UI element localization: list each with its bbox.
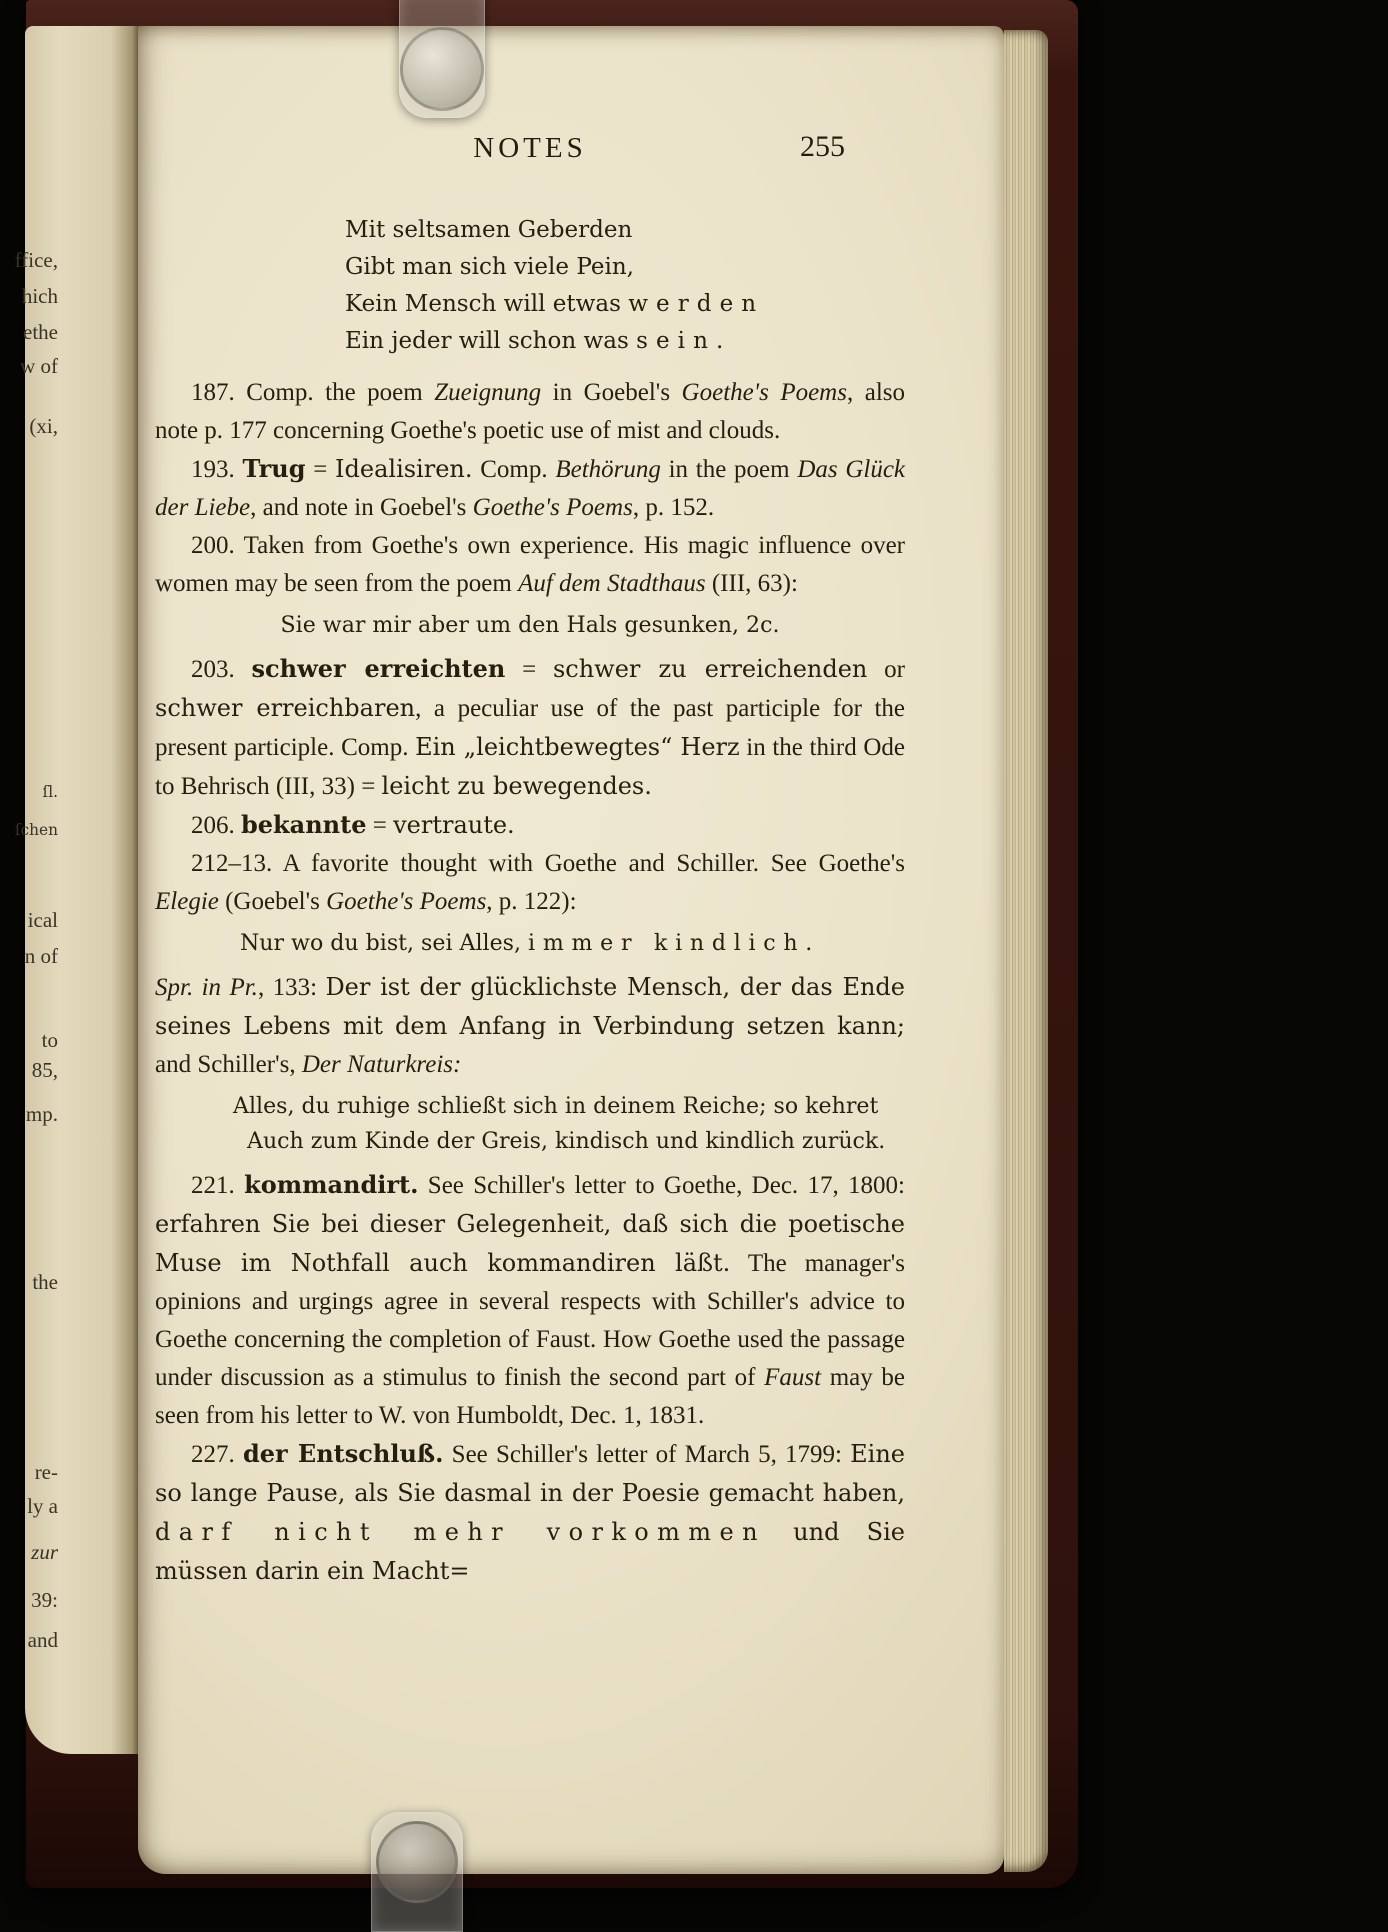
margin-text-fragment: to [41, 1028, 58, 1052]
text-run: werden [628, 291, 765, 317]
text-run: = [305, 456, 336, 483]
note-paragraph [155, 968, 905, 1084]
page-title: NOTES [473, 132, 587, 164]
text-run: bekannte [241, 810, 367, 839]
quote-block [233, 1089, 905, 1159]
text-run: Goethe's Poems [326, 888, 487, 915]
margin-text-fragment: ſchen [14, 821, 58, 839]
text-run: Idealisiren. [335, 455, 473, 483]
text-run: 227. [191, 1441, 243, 1468]
text-run: Elegie [155, 888, 219, 915]
text-run: in Goebel's [541, 379, 682, 406]
text-run: may be seen from his letter to W. von Humboldt, Dec. 1, 1831. [155, 1364, 905, 1429]
text-run: , p. 122): [486, 888, 577, 915]
text-run: Trug [242, 454, 306, 483]
text-run: Comp. [472, 456, 556, 483]
text-run: der Entschluß. [242, 1439, 444, 1468]
quote-block [155, 608, 905, 643]
text-run: schwer erreichbaren [155, 694, 416, 722]
text-run: 187. Comp. the poem [191, 379, 435, 406]
quote-line [233, 1124, 905, 1159]
text-run: Der ist der glücklichste Mensch, der das Ende seines Lebens mit dem Anfang in Verbindung setzen kann; [155, 973, 906, 1040]
note-paragraph [155, 1166, 905, 1435]
margin-text-fragment: ffice, [14, 248, 58, 272]
running-head [155, 132, 905, 178]
text-run: Bethörung [555, 456, 661, 483]
margin-text-fragment: ſl. [42, 783, 58, 801]
verse-line [345, 323, 905, 360]
text-run: sein. [636, 328, 732, 354]
note-paragraph [155, 650, 905, 806]
note-paragraph [155, 845, 905, 921]
margin-text-fragment: 85, [31, 1058, 58, 1082]
text-run: Gibt man sich viele Pein, [345, 254, 634, 280]
text-run: Kein Mensch will etwas [345, 291, 629, 317]
quote-block [155, 926, 905, 961]
text-run: Alles, du ruhige schließt sich in deinem Reiche; so kehret [233, 1094, 879, 1119]
text-run: and Schiller's, [155, 1051, 302, 1078]
text-run: Mit seltsamen Geberden [345, 217, 633, 243]
text-run: 221. [191, 1172, 245, 1199]
page-holder-clip-bottom [371, 1812, 463, 1932]
text-run: See Schiller's letter of March 5, 1799: [443, 1441, 851, 1468]
margin-text-fragment: re- [34, 1460, 58, 1484]
text-run: , p. 152. [632, 494, 715, 521]
clip-disc-top [400, 27, 484, 111]
verse-line [345, 249, 905, 286]
text-run: Auf dem Stadthaus [518, 570, 706, 597]
text-run: Faust [764, 1364, 822, 1391]
text-run: und Sie müssen darin ein Macht= [155, 1518, 905, 1585]
clip-disc-bottom [376, 1821, 458, 1903]
text-run: , a peculiar use of the past participle for the present participle. Comp. [155, 695, 906, 761]
margin-text-fragment: 39: [31, 1588, 58, 1612]
margin-text-fragment: ly a [27, 1494, 58, 1518]
text-run: Ein „leichtbewegtes“ Herz [415, 733, 740, 761]
text-run: in the poem [660, 456, 798, 483]
text-run: 193. [191, 456, 243, 483]
verse-line [345, 212, 905, 249]
book-page [138, 26, 1004, 1874]
text-run: vertraute. [393, 811, 515, 839]
text-run: Das Glück der Liebe [155, 456, 906, 521]
page-holder-clip-top [399, 0, 485, 118]
text-run: immer kindlich. [528, 931, 821, 956]
text-run: Der Naturkreis: [301, 1051, 462, 1078]
text-run: See Schiller's letter to Goethe, Dec. 17, 1800: [418, 1172, 905, 1199]
margin-text-fragment: and [27, 1628, 58, 1652]
text-run: 200. Taken from Goethe's own experience. His magic influence over women may be seen from the poem [155, 532, 905, 597]
text-run: Zueignung [434, 379, 542, 406]
quote-line [155, 608, 905, 643]
text-run: , 133: [257, 974, 326, 1001]
text-run: in the third Ode to Behrisch (III, 33) = [155, 734, 906, 800]
margin-text-fragment: hich [21, 284, 58, 308]
quote-line [233, 1089, 905, 1124]
text-run: 206. [191, 812, 241, 839]
margin-text-fragment: the [32, 1270, 58, 1294]
text-run: = [366, 812, 394, 839]
page-content [155, 212, 905, 1591]
text-run: darf nicht mehr vorkommen [155, 1518, 766, 1546]
margin-text-fragment: zur [31, 1540, 58, 1564]
note-paragraph [155, 1435, 905, 1591]
text-run: Ein jeder will schon was [345, 328, 637, 354]
text-run: = [505, 656, 553, 683]
note-paragraph [155, 450, 905, 527]
margin-text-fragment: mp. [25, 1102, 58, 1126]
note-paragraph [155, 374, 905, 450]
verse-line [345, 286, 905, 323]
verse-block [345, 212, 905, 360]
margin-text-fragment: ical [27, 908, 58, 932]
text-run: The manager's opinions and urgings agree in several respects with Schiller's advice to Goethe concerning the completion of Faust. How Goethe used the passage under discussion as a stimulus to finish the second part of [155, 1250, 905, 1391]
text-run: , and note in Goebel's [250, 494, 473, 521]
page-number: 255 [800, 130, 845, 163]
note-paragraph [155, 527, 905, 603]
note-paragraph [155, 806, 905, 845]
text-run: Nur wo du bist, sei Alles, [239, 931, 529, 956]
facing-page-text-fragments [0, 0, 62, 1928]
text-run: Goethe's Poems [681, 379, 847, 406]
text-run: Goethe's Poems [472, 494, 633, 521]
margin-text-fragment: (xi, [29, 414, 58, 438]
text-run: Eine so lange Pause, als Sie dasmal in der Poesie gemacht haben, [155, 1440, 906, 1507]
text-run: or [867, 656, 905, 683]
text-run: leicht zu bewegendes. [381, 772, 652, 800]
text-run: erfahren Sie bei dieser Gelegenheit, daß sich die poetische Muse im Nothfall auch kommandiren läßt. [155, 1210, 905, 1277]
text-run: schwer zu erreichenden [552, 655, 868, 683]
text-run: Spr. in Pr. [155, 974, 258, 1001]
page-stack-fore-edge [1004, 30, 1048, 1872]
margin-text-fragment: n of [24, 944, 58, 968]
text-run: Auch zum Kinde der Greis, kindisch und kindlich zurück. [247, 1129, 886, 1154]
text-run: (Goebel's [218, 888, 327, 915]
text-run: Sie war mir aber um den Hals gesunken, 2c. [280, 613, 780, 638]
text-run: 212–13. A favorite thought with Goethe and Schiller. See Goethe's [191, 850, 905, 877]
text-run: schwer erreichten [251, 654, 506, 683]
text-run: kommandirt. [244, 1170, 419, 1199]
quote-line [155, 926, 905, 961]
text-run: 203. [191, 656, 252, 683]
margin-text-fragment: ethe [23, 320, 58, 344]
margin-text-fragment: w of [20, 354, 58, 378]
text-run: , also note p. 177 concerning Goethe's poetic use of mist and clouds. [155, 379, 905, 444]
text-run: (III, 63): [705, 570, 798, 597]
